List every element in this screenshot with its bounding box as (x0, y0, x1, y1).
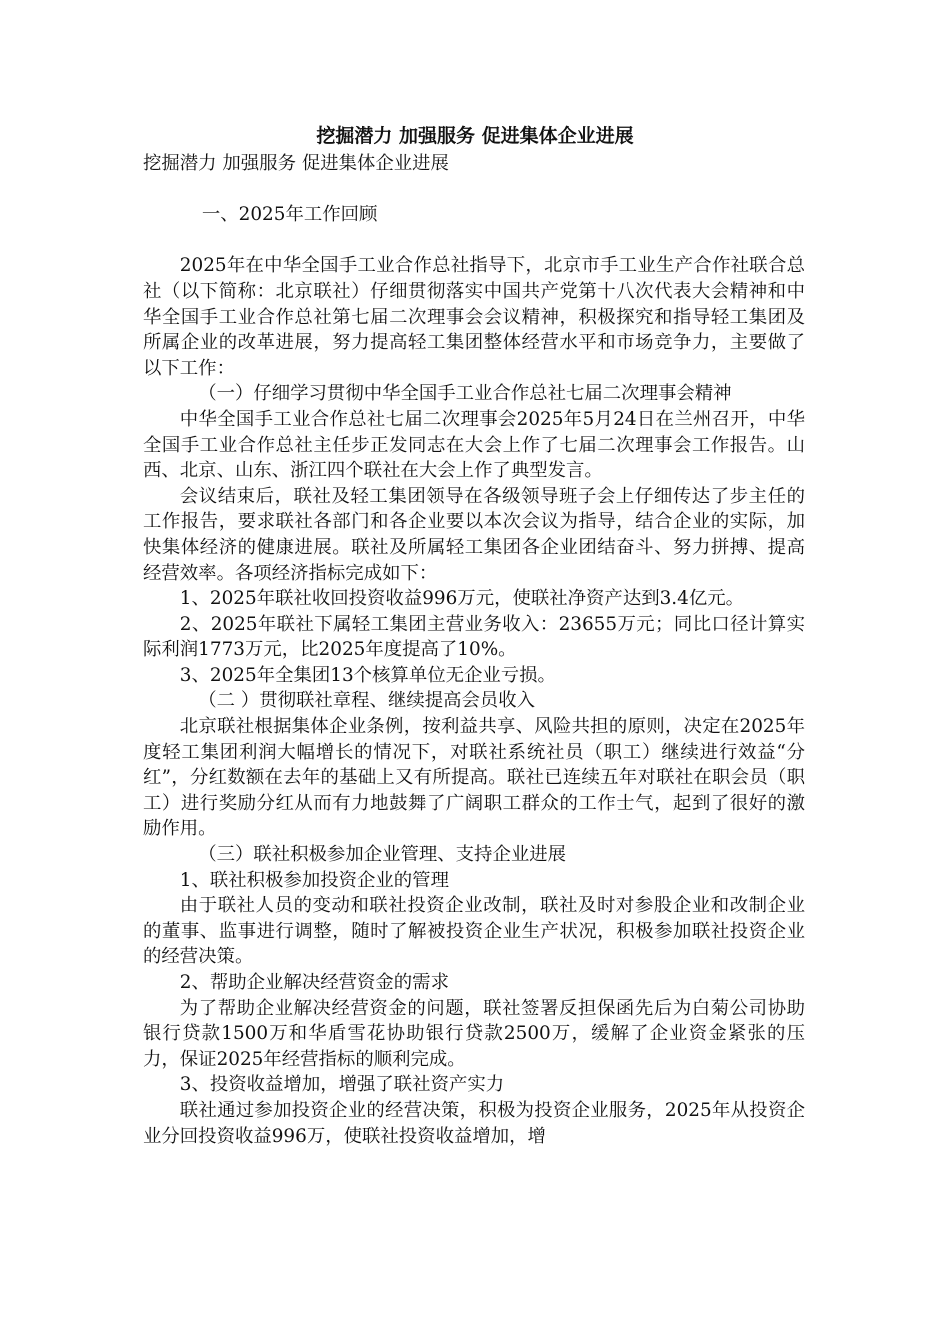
document-body (143, 151, 805, 1149)
body-paragraph: 由于联社人员的变动和联社投资企业改制，联社及时对参股企业和改制企业的董事、监事进行调整，随时了解被投资企业生产状况，积极参加联社投资企业的经营决策。 (143, 895, 805, 968)
subsection-heading-2: （二 ）贯彻联社章程、继续提高会员收入 (198, 690, 536, 712)
section-heading-review: 一、2025年工作回顾 (201, 204, 378, 226)
body-paragraph: 中华全国手工业合作总社七届二次理事会2025年5月24日在兰州召开，中华全国手工业合作总社主任步正发同志在大会上作了七届二次理事会工作报告。山西、北京、山东、浙江四个联社在大会上作了典型发言。 (143, 408, 805, 482)
list-item: 3、2025年全集团13个核算单位无企业亏损。 (179, 664, 556, 686)
body-paragraph: 北京联社根据集体企业条例，按利益共享、风险共担的原则，决定在2025年度轻工集团利润大幅增长的情况下，对联社系统社员（职工）继续进行效益“分红”，分红数额在去年的基础上又有所提高。联社已连续五年对联社在职会员（职工）进行奖励分红从而有力地鼓舞了广阔职工群众的工作士气，起到了很好的激励作用。 (143, 716, 805, 840)
item-heading: 3、投资收益增加，增强了联社资产实力 (179, 1074, 505, 1096)
item-heading: 2、帮助企业解决经营资金的需求 (179, 972, 449, 993)
body-paragraph: 联社通过参加投资企业的经营决策，积极为投资企业服务，2025年从投资企业分回投资收益996万，使联社投资收益增加，增 (143, 1099, 805, 1147)
blank-line (143, 177, 805, 203)
document-title: 挖掘潜力 加强服务 促进集体企业进展 (316, 125, 634, 147)
blank-line (143, 228, 805, 254)
list-item: 2、2025年联社下属轻工集团主营业务收入：23655万元；同比口径计算实际利润1773万元，比2025年度提高了10%。 (143, 613, 805, 661)
subsection-heading-1: （一）仔细学习贯彻中华全国手工业合作总社七届二次理事会精神 (198, 383, 732, 405)
body-paragraph: 为了帮助企业解决经营资金的问题，联社签署反担保函先后为白菊公司协助银行贷款1500万和华盾雪花协助银行贷款2500万，缓解了企业资金紧张的压力，保证2025年经营指标的顺利完成。 (143, 997, 805, 1070)
subsection-heading-3: （三）联社积极参加企业管理、支持企业进展 (198, 844, 567, 866)
body-paragraph: 2025年在中华全国手工业合作总社指导下，北京市手工业生产合作社联合总社（以下简称：北京联社）仔细贯彻落实中国共产党第十八次代表大会精神和中华全国手工业合作总社第七届二次理事会会议精神，积极探究和指导轻工集团及所属企业的改革进展，努力提高轻工集团整体经营水平和市场竞争力，主要做了以下工作： (143, 255, 805, 379)
list-item: 1、2025年联社收回投资收益996万元，使联社净资产达到3.4亿元。 (179, 588, 745, 610)
item-heading: 1、联社积极参加投资企业的管理 (179, 869, 449, 891)
subtitle-line: 挖掘潜力 加强服务 促进集体企业进展 (143, 153, 449, 174)
body-paragraph: 会议结束后，联社及轻工集团领导在各级领导班子会上仔细传达了步主任的工作报告，要求联社各部门和各企业要以本次会议为指导，结合企业的实际，加快集体经济的健康进展。联社及所属轻工集团各企业团结奋斗、努力拼搏、提高经营效率。各项经济指标完成如下： (143, 485, 805, 584)
